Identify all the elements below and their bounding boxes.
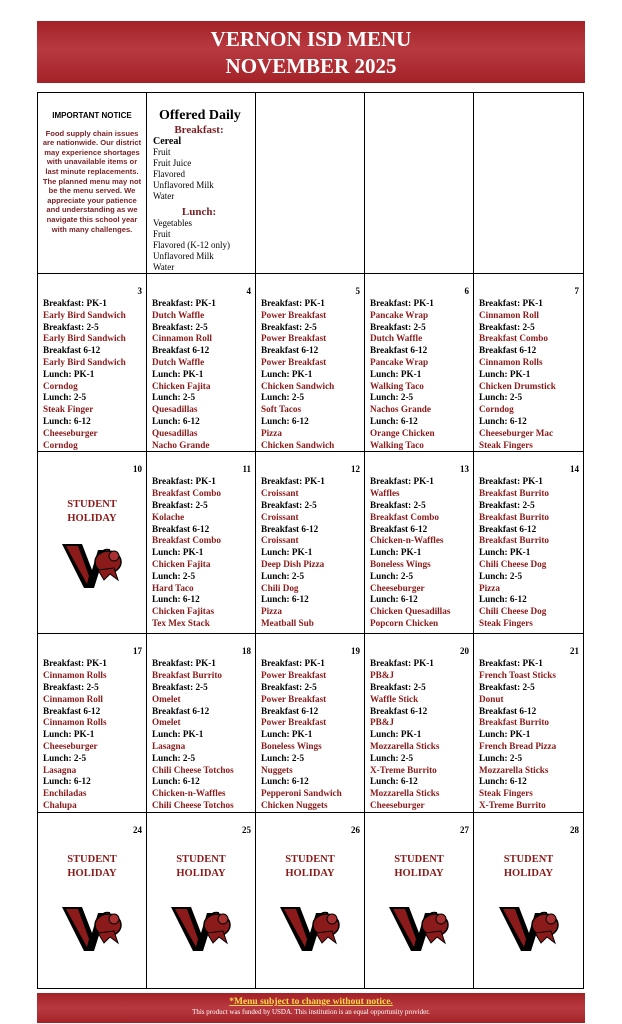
menu-lines (38, 658, 146, 811)
menu-item: Cheeseburger (43, 740, 98, 751)
meal-label: Lunch: 2-5 (479, 752, 523, 763)
menu-item: Breakfast Burrito (479, 717, 550, 728)
menu-item: Corndog (479, 404, 514, 415)
day-number: 12 (351, 464, 360, 475)
student-holiday (147, 853, 255, 881)
meal-label: Lunch: 6-12 (152, 776, 200, 787)
meal-label: Breakfast: PK-1 (370, 658, 434, 669)
holiday-label: HOLIDAY (176, 867, 226, 879)
empty-cell (474, 93, 584, 274)
meal-label: Breakfast: PK-1 (152, 658, 216, 669)
logo-wrap (256, 903, 364, 955)
menu-item: Chili Cheese Totchos (152, 799, 234, 810)
meal-label: Breakfast 6-12 (479, 523, 537, 534)
meal-label: Lunch: 6-12 (43, 776, 91, 787)
meal-label: Breakfast: PK-1 (261, 658, 325, 669)
day-number: 3 (137, 286, 142, 297)
meal-label: Breakfast 6-12 (261, 523, 319, 534)
meal-label: Breakfast: 2-5 (43, 321, 99, 332)
menu-item: Cinnamon Roll (43, 693, 103, 704)
notice-text: Food supply chain issues are nationwide. Our district may experience shortages with unavailable items or last minute replacements. The planned menu may not be the menu served. We appreciate your patience and understanding as we navigate this school year with many challenges. (42, 128, 142, 234)
day-number: 13 (460, 464, 469, 475)
menu-item: Dutch Waffle (152, 309, 205, 320)
holiday-label: HOLIDAY (394, 867, 444, 879)
menu-item: Mozzarella Sticks (479, 764, 549, 775)
holiday-label: STUDENT (67, 499, 117, 511)
menu-item: Chicken-n-Waffles (152, 788, 226, 799)
menu-item: Breakfast Burrito (479, 535, 550, 546)
menu-item: Early Bird Sandwich (43, 309, 126, 320)
meal-label: Breakfast: 2-5 (152, 681, 208, 692)
menu-item: Chicken Nuggets (261, 799, 328, 810)
menu-item: Breakfast Combo (152, 535, 221, 546)
meal-label: Breakfast 6-12 (152, 523, 210, 534)
day-cell (38, 274, 147, 452)
student-holiday (365, 853, 473, 881)
menu-item: Croissant (261, 535, 299, 546)
menu-item: Corndog (43, 380, 78, 391)
meal-label: Breakfast: 2-5 (479, 681, 535, 692)
day-number: 25 (242, 824, 251, 835)
footer-usda: This product was funded by USDA. This institution is an equal opportunity provider. (192, 1008, 430, 1016)
menu-item: Chalupa (43, 799, 77, 810)
logo-wrap (474, 903, 583, 955)
day-cell (147, 452, 256, 634)
meal-label: Lunch: PK-1 (261, 729, 313, 740)
holiday-cell (365, 812, 474, 988)
header-title-line2: NOVEMBER 2025 (225, 54, 397, 78)
meal-label: Lunch: 2-5 (43, 752, 87, 763)
lion-v-logo-icon (60, 903, 124, 955)
menu-item: Walking Taco (370, 380, 424, 391)
meal-label: Lunch: PK-1 (479, 547, 531, 558)
menu-item: Dutch Waffle (370, 333, 423, 344)
meal-label: Breakfast 6-12 (261, 705, 319, 716)
meal-label: Lunch: 6-12 (43, 416, 91, 426)
holiday-label: HOLIDAY (67, 867, 117, 879)
menu-item: Nuggets (261, 764, 293, 775)
menu-item: Chicken Sandwich (261, 439, 335, 450)
menu-item: Cinnamon Rolls (43, 717, 107, 728)
menu-item: Popcorn Chicken (370, 617, 439, 628)
menu-item: Meatball Sub (261, 617, 314, 628)
offered-lunch-label: Lunch: (181, 205, 217, 218)
offered-breakfast-item: Unflavored Milk (153, 180, 214, 191)
meal-label: Lunch: 2-5 (261, 392, 305, 403)
menu-item: Pancake Wrap (370, 357, 429, 368)
menu-item: Chili Cheese Dog (479, 606, 547, 617)
menu-item: PB&J (370, 670, 394, 681)
menu-item: Power Breakfast (261, 309, 327, 320)
meal-label: Breakfast 6-12 (261, 345, 319, 356)
offered-lunch-item: Unflavored Milk (153, 250, 214, 261)
menu-item: Cinnamon Rolls (43, 670, 107, 681)
menu-lines (365, 476, 473, 629)
menu-item: Chili Cheese Totchos (152, 764, 234, 775)
meal-label: Lunch: 6-12 (479, 416, 527, 426)
menu-item: Croissant (261, 488, 299, 499)
menu-item: Waffles (370, 488, 400, 499)
meal-label: Lunch: 6-12 (370, 776, 418, 787)
day-cell (256, 274, 365, 452)
meal-label: Breakfast: 2-5 (479, 499, 535, 510)
meal-label: Breakfast 6-12 (370, 345, 428, 356)
menu-item: Corndog (43, 439, 78, 450)
menu-item: Hard Taco (152, 582, 194, 593)
student-holiday (38, 498, 146, 526)
logo-wrap (147, 903, 255, 955)
menu-item: Steak Fingers (479, 439, 533, 450)
logo-wrap (38, 903, 146, 955)
menu-item: Kolache (152, 511, 185, 522)
menu-header (37, 21, 585, 83)
menu-item: Dutch Waffle (152, 357, 205, 368)
menu-item: Pancake Wrap (370, 309, 429, 320)
menu-lines (256, 476, 364, 629)
menu-item: Tex Mex Stack (152, 617, 210, 628)
menu-item: Early Bird Sandwich (43, 357, 126, 368)
menu-item: Cheeseburger (370, 582, 425, 593)
meal-label: Lunch: 2-5 (261, 570, 305, 581)
menu-item: Chicken Sandwich (261, 380, 335, 391)
holiday-cell (38, 812, 147, 988)
day-cell (474, 452, 584, 634)
meal-label: Lunch: 6-12 (370, 416, 418, 426)
day-number: 28 (570, 824, 579, 835)
day-number: 27 (460, 824, 469, 835)
day-cell (365, 634, 474, 812)
meal-label: Breakfast 6-12 (479, 705, 537, 716)
menu-item: Lasagna (152, 740, 186, 751)
menu-item: Breakfast Combo (370, 511, 439, 522)
meal-label: Breakfast: 2-5 (370, 681, 426, 692)
meal-label: Lunch: 6-12 (261, 594, 309, 605)
menu-item: Mozzarella Sticks (370, 740, 440, 751)
meal-label: Breakfast: PK-1 (479, 298, 543, 309)
holiday-label: STUDENT (176, 853, 226, 865)
offered-cereal: Cereal (153, 136, 182, 147)
holiday-label: HOLIDAY (285, 867, 335, 879)
offered-breakfast-item: Water (153, 191, 175, 202)
meal-label: Breakfast: 2-5 (152, 321, 208, 332)
menu-lines (474, 658, 583, 811)
menu-lines (147, 476, 255, 629)
menu-item: X-Treme Burrito (479, 799, 546, 810)
lion-v-logo-icon (497, 903, 561, 955)
menu-item: Chicken Quesadillas (370, 606, 451, 617)
day-number: 17 (133, 646, 142, 657)
day-cell (365, 274, 474, 452)
meal-label: Lunch: PK-1 (43, 368, 95, 379)
meal-label: Lunch: 2-5 (43, 392, 87, 403)
meal-label: Breakfast: 2-5 (261, 681, 317, 692)
day-cell (256, 452, 365, 634)
menu-lines (365, 298, 473, 451)
meal-label: Breakfast: PK-1 (261, 476, 325, 487)
student-holiday (474, 853, 583, 881)
meal-label: Breakfast: 2-5 (152, 499, 208, 510)
offered-breakfast-label: Breakfast: (174, 124, 224, 136)
menu-item: Power Breakfast (261, 333, 327, 344)
day-cell (147, 634, 256, 812)
meal-label: Lunch: 6-12 (370, 594, 418, 605)
menu-item: Breakfast Burrito (152, 670, 223, 681)
menu-item: Cinnamon Roll (479, 309, 539, 320)
menu-item: Nacho Grande (152, 439, 210, 450)
header-title-line1: VERNON ISD MENU (210, 27, 412, 51)
meal-label: Lunch: 6-12 (479, 776, 527, 787)
meal-label: Lunch: 6-12 (152, 594, 200, 605)
meal-label: Breakfast 6-12 (479, 345, 537, 356)
menu-item: X-Treme Burrito (370, 764, 437, 775)
menu-lines (365, 658, 473, 811)
logo-wrap (365, 903, 473, 955)
menu-item: Power Breakfast (261, 357, 327, 368)
meal-label: Lunch: 2-5 (479, 570, 523, 581)
meal-label: Breakfast 6-12 (370, 523, 428, 534)
lion-v-logo-icon (169, 903, 233, 955)
menu-item: Pizza (479, 582, 500, 593)
day-number: 4 (246, 286, 251, 297)
menu-item: Cinnamon Roll (152, 333, 212, 344)
day-number: 20 (460, 646, 469, 657)
meal-label: Lunch: PK-1 (261, 547, 313, 558)
holiday-label: HOLIDAY (67, 513, 117, 525)
meal-label: Lunch: 2-5 (479, 392, 523, 403)
menu-item: Mozzarella Sticks (370, 788, 440, 799)
menu-item: Croissant (261, 511, 299, 522)
day-number: 11 (242, 464, 251, 475)
meal-label: Lunch: PK-1 (261, 368, 313, 379)
day-number: 19 (351, 646, 360, 657)
meal-label: Lunch: 6-12 (261, 416, 309, 426)
menu-item: Breakfast Combo (479, 333, 548, 344)
holiday-cell (256, 812, 365, 988)
lion-v-logo-icon (278, 903, 342, 955)
menu-item: Quesadillas (152, 404, 198, 415)
meal-label: Breakfast 6-12 (43, 705, 101, 716)
holiday-cell (38, 452, 147, 634)
menu-lines (38, 298, 146, 451)
meal-label: Lunch: PK-1 (370, 729, 422, 740)
meal-label: Breakfast: PK-1 (152, 476, 216, 487)
menu-item: Lasagna (43, 764, 77, 775)
menu-item: Chicken Fajita (152, 380, 211, 391)
day-cell (147, 274, 256, 452)
offered-daily-cell (147, 93, 256, 274)
menu-item: Boneless Wings (261, 740, 322, 751)
menu-lines (474, 298, 583, 451)
meal-label: Breakfast: PK-1 (261, 298, 325, 309)
menu-item: Power Breakfast (261, 693, 327, 704)
meal-label: Lunch: PK-1 (370, 368, 422, 379)
meal-label: Breakfast: 2-5 (370, 321, 426, 332)
menu-item: French Bread Pizza (479, 740, 557, 751)
holiday-label: STUDENT (285, 853, 335, 865)
meal-label: Lunch: 2-5 (370, 570, 414, 581)
day-number: 14 (570, 464, 579, 475)
menu-calendar (37, 92, 584, 989)
menu-item: Chicken Drumstick (479, 380, 556, 391)
holiday-cell (474, 812, 584, 988)
offered-lunch-item: Vegetables (153, 217, 192, 228)
lion-v-logo-icon (387, 903, 451, 955)
logo-wrap (38, 540, 146, 592)
offered-breakfast-item: Fruit Juice (153, 158, 192, 169)
menu-item: Donut (479, 693, 504, 704)
meal-label: Breakfast: 2-5 (261, 321, 317, 332)
offered-lunch-item: Flavored (K-12 only) (153, 239, 230, 250)
day-number: 21 (570, 646, 579, 657)
meal-label: Lunch: 2-5 (152, 752, 196, 763)
menu-item: Early Bird Sandwich (43, 333, 126, 344)
menu-item: Soft Tacos (261, 404, 302, 415)
meal-label: Breakfast: PK-1 (479, 476, 543, 487)
day-number: 26 (351, 824, 360, 835)
menu-item: Orange Chicken (370, 427, 435, 438)
meal-label: Breakfast: PK-1 (152, 298, 216, 309)
day-number: 10 (133, 464, 142, 475)
holiday-cell (147, 812, 256, 988)
meal-label: Lunch: PK-1 (152, 729, 204, 740)
meal-label: Breakfast: PK-1 (370, 298, 434, 309)
menu-item: Nachos Grande (370, 404, 431, 415)
menu-item: French Toast Sticks (479, 670, 556, 681)
menu-item: Cheeseburger (43, 427, 98, 438)
menu-item: Breakfast Burrito (479, 511, 550, 522)
meal-label: Lunch: PK-1 (43, 729, 95, 740)
menu-footer (37, 993, 585, 1023)
menu-item: Power Breakfast (261, 717, 327, 728)
day-cell (38, 634, 147, 812)
day-number: 7 (574, 286, 579, 297)
offered-lunch-item: Water (153, 261, 175, 272)
menu-item: Pepperoni Sandwich (261, 788, 342, 799)
menu-lines (256, 658, 364, 811)
menu-item: Waffle Stick (370, 693, 419, 704)
offered-title: Offered Daily (159, 108, 241, 123)
menu-item: Power Breakfast (261, 670, 327, 681)
lion-v-logo-icon (60, 540, 124, 592)
menu-item: Cheeseburger (370, 799, 425, 810)
student-holiday (256, 853, 364, 881)
empty-cell (365, 93, 474, 274)
holiday-label: STUDENT (503, 853, 554, 865)
holiday-label: STUDENT (67, 853, 117, 865)
menu-lines (147, 298, 255, 451)
day-cell (256, 634, 365, 812)
offered-lunch-item: Fruit (153, 228, 171, 239)
menu-item: Chili Cheese Dog (479, 558, 547, 569)
holiday-label: HOLIDAY (503, 867, 554, 879)
meal-label: Lunch: 2-5 (152, 392, 196, 403)
menu-item: Pizza (261, 427, 282, 438)
menu-item: Cheeseburger Mac (479, 427, 554, 438)
menu-item: Chicken-n-Waffles (370, 535, 444, 546)
menu-lines (147, 658, 255, 811)
menu-item: Enchiladas (43, 788, 87, 799)
menu-item: Omelet (152, 717, 181, 728)
day-number: 6 (464, 286, 469, 297)
day-cell (474, 634, 584, 812)
menu-lines (256, 298, 364, 451)
student-holiday (38, 853, 146, 881)
day-number: 5 (355, 286, 360, 297)
meal-label: Lunch: 2-5 (152, 570, 196, 581)
menu-item: Chili Dog (261, 582, 299, 593)
meal-label: Breakfast: PK-1 (43, 298, 107, 309)
menu-lines (474, 476, 583, 629)
menu-item: Walking Taco (370, 439, 424, 450)
menu-item: Breakfast Combo (152, 488, 221, 499)
meal-label: Breakfast 6-12 (152, 705, 210, 716)
day-number: 24 (133, 824, 142, 835)
meal-label: Breakfast: 2-5 (479, 321, 535, 332)
meal-label: Breakfast 6-12 (43, 345, 101, 356)
meal-label: Breakfast: PK-1 (43, 658, 107, 669)
notice-title: IMPORTANT NOTICE (52, 111, 132, 120)
menu-item: Steak Fingers (479, 788, 533, 799)
holiday-label: STUDENT (394, 853, 444, 865)
meal-label: Breakfast: 2-5 (43, 681, 99, 692)
offered-breakfast-item: Flavored (153, 169, 185, 180)
menu-item: Pizza (261, 606, 282, 617)
notice-cell (38, 93, 147, 274)
meal-label: Lunch: PK-1 (479, 729, 531, 740)
day-cell (365, 452, 474, 634)
empty-cell (256, 93, 365, 274)
meal-label: Lunch: PK-1 (152, 368, 204, 379)
menu-item: Steak Finger (43, 404, 94, 415)
menu-item: Boneless Wings (370, 558, 431, 569)
menu-item: Chicken Fajita (152, 558, 211, 569)
meal-label: Breakfast 6-12 (152, 345, 210, 356)
menu-item: PB&J (370, 717, 394, 728)
meal-label: Lunch: PK-1 (152, 547, 204, 558)
menu-item: Deep Dish Pizza (261, 558, 325, 569)
meal-label: Lunch: 2-5 (370, 752, 414, 763)
meal-label: Lunch: 6-12 (479, 594, 527, 605)
menu-item: Omelet (152, 693, 181, 704)
meal-label: Breakfast: 2-5 (370, 499, 426, 510)
day-cell (474, 274, 584, 452)
meal-label: Breakfast 6-12 (370, 705, 428, 716)
meal-label: Breakfast: 2-5 (261, 499, 317, 510)
offered-breakfast-item: Fruit (153, 147, 171, 158)
footer-notice: *Menu subject to change without notice. (229, 997, 393, 1007)
meal-label: Lunch: PK-1 (479, 368, 531, 379)
meal-label: Lunch: 6-12 (152, 416, 200, 426)
menu-item: Steak Fingers (479, 617, 533, 628)
menu-item: Chicken Fajitas (152, 606, 215, 617)
day-number: 18 (242, 646, 251, 657)
meal-label: Lunch: 2-5 (370, 392, 414, 403)
menu-item: Quesadillas (152, 427, 198, 438)
meal-label: Lunch: 6-12 (261, 776, 309, 787)
meal-label: Lunch: 2-5 (261, 752, 305, 763)
menu-item: Breakfast Burrito (479, 488, 550, 499)
menu-item: Cinnamon Rolls (479, 357, 543, 368)
meal-label: Breakfast: PK-1 (479, 658, 543, 669)
meal-label: Breakfast: PK-1 (370, 476, 434, 487)
meal-label: Lunch: PK-1 (370, 547, 422, 558)
